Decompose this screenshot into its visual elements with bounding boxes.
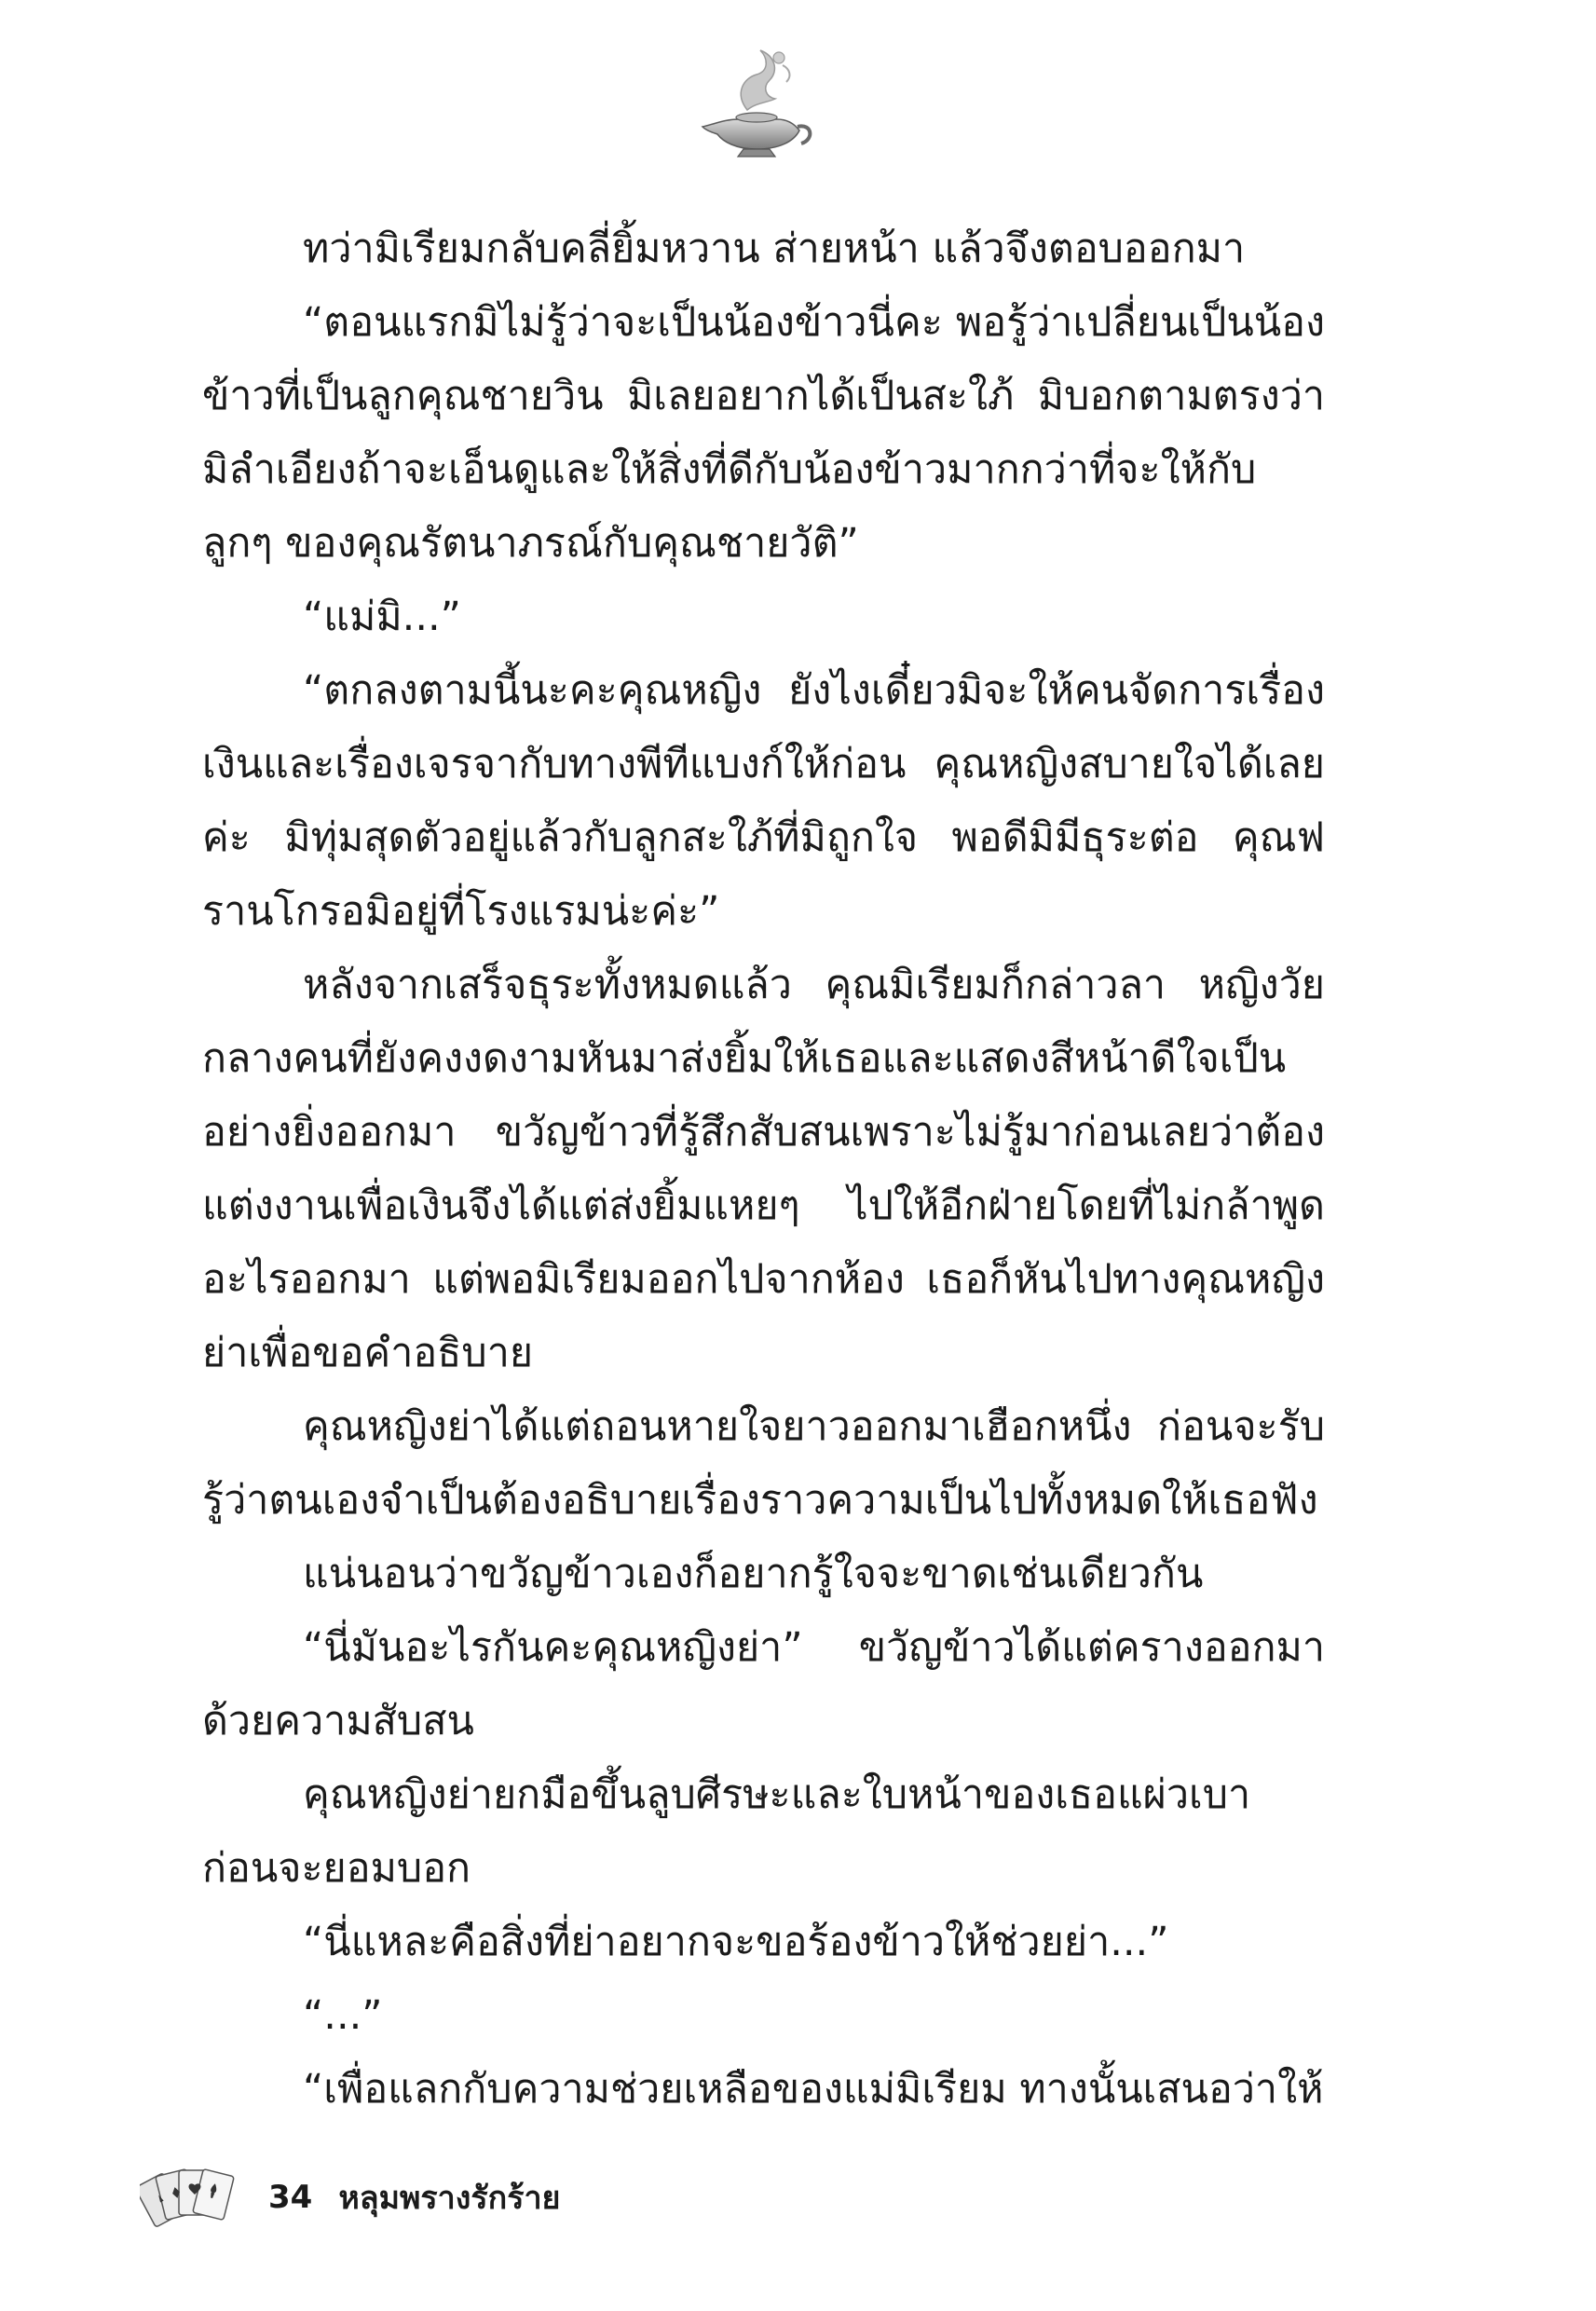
paragraph: ทว่ามิเรียมกลับคลี่ยิ้มหวาน ส่ายหน้า แล้วจึงตอบออกมา xyxy=(303,226,1246,272)
paragraph: หลังจากเสร็จธุระทั้งหมดแล้ว คุณมิเรียมก็กล่าวลา หญิงวัยกลางคนที่ยังคงงดงามหันมาส่งยิ้มให้เธอและแสดงสีหน้าดีใจเป็นอย่างยิ่งออกมา ขวัญข้าวที่รู้สึกสับสนเพราะไม่รู้มาก่อนเลยว่าต้องแต่งงานเพื่อเงินจึงได้แต่ส่งยิ้มแหยๆ ไปให้อีกฝ่ายโดยที่ไม่กล้าพูดอะไรออกมา แต่พอมิเรียมออกไปจากห้อง เธอก็หันไปทางคุณหญิงย่าเพื่อขอคำอธิบาย xyxy=(202,962,1325,1376)
page-footer xyxy=(140,2160,560,2235)
paragraph: คุณหญิงย่ายกมือขึ้นลูบศีรษะและใบหน้าของเธอแผ่วเบา ก่อนจะยอมบอก xyxy=(202,1771,1251,1892)
magic-lamp-icon xyxy=(689,37,820,168)
paragraph: แน่นอนว่าขวัญข้าวเองก็อยากรู้ใจจะขาดเช่นเดียวกัน xyxy=(303,1551,1204,1597)
paragraph: “ตกลงตามนี้นะคะคุณหญิง ยังไงเดี๋ยวมิจะให้คนจัดการเรื่องเงินและเรื่องเจรจากับทางพีทีแบงก์ให้ก่อน คุณหญิงสบายใจได้เลยค่ะ มิทุ่มสุดตัวอยู่แล้วกับลูกสะใภ้ที่มิถูกใจ พอดีมิมีธุระต่อ คุณฟรานโกรอมิอยู่ที่โรงแรมน่ะค่ะ” xyxy=(202,667,1325,935)
chapter-body-text xyxy=(202,212,1325,2126)
paragraph: “แม่มิ...” xyxy=(303,594,461,640)
book-title: หลุมพรางรักร้าย xyxy=(338,2180,561,2217)
paragraph: “ตอนแรกมิไม่รู้ว่าจะเป็นน้องข้าวนี่คะ พอรู้ว่าเปลี่ยนเป็นน้องข้าวที่เป็นลูกคุณชายวิน มิเลยอยากได้เป็นสะใภ้ มิบอกตามตรงว่ามิลำเอียงถ้าจะเอ็นดูและให้สิ่งที่ดีกับน้องข้าวมากกว่าที่จะให้กับลูกๆ ของคุณรัตนาภรณ์กับคุณชายวัติ” xyxy=(202,299,1325,567)
paragraph: “เพื่อแลกกับความช่วยเหลือของแม่มิเรียม ทางนั้นเสนอว่าให้ xyxy=(303,2066,1324,2113)
page-number: 34 xyxy=(268,2179,313,2216)
paragraph: “นี่แหละคือสิ่งที่ย่าอยากจะขอร้องข้าวให้ช่วยย่า...” xyxy=(303,1919,1169,1965)
paragraph: “นี่มันอะไรกันคะคุณหญิงย่า” ขวัญข้าวได้แต่ครางออกมาด้วยความสับสน xyxy=(202,1624,1325,1744)
paragraph: “...” xyxy=(303,1992,383,2039)
playing-cards-icon xyxy=(140,2165,242,2230)
paragraph: คุณหญิงย่าได้แต่ถอนหายใจยาวออกมาเฮือกหนึ่ง ก่อนจะรับรู้ว่าตนเองจำเป็นต้องอธิบายเรื่องราวความเป็นไปทั้งหมดให้เธอฟัง xyxy=(202,1403,1325,1524)
